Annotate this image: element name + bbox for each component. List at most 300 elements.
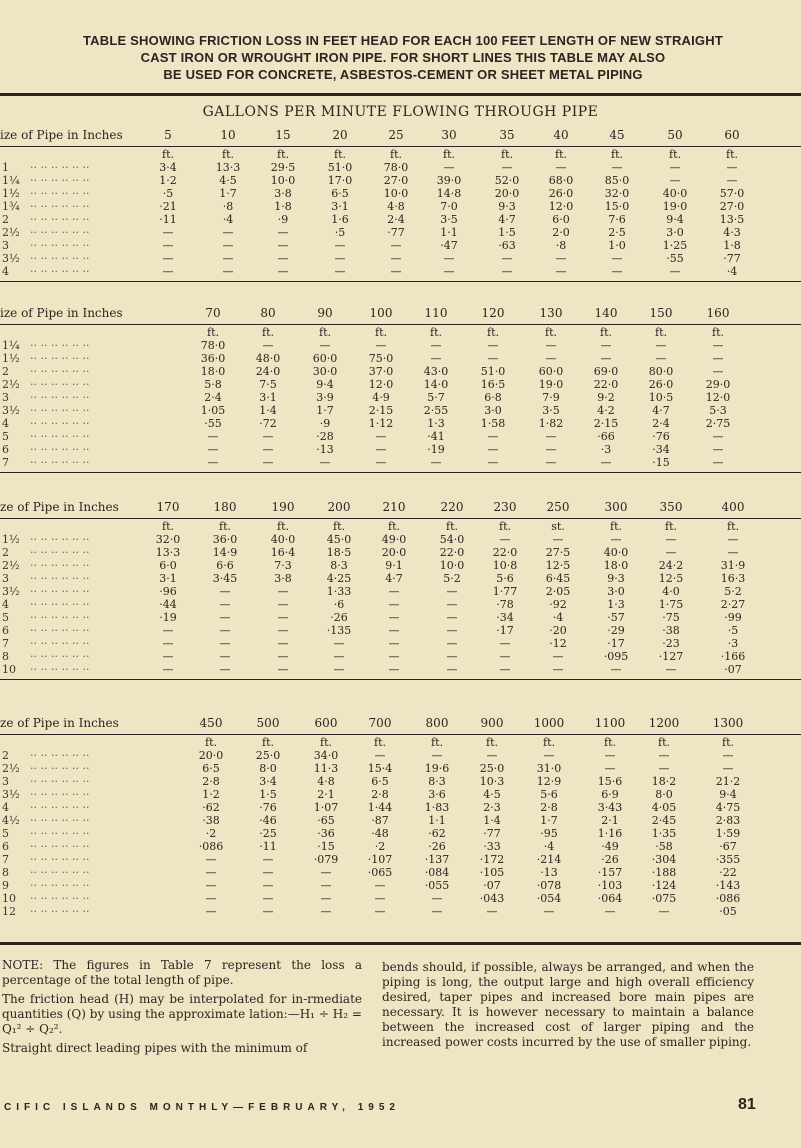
pipe-size: 8 [2, 866, 9, 879]
value-cell: ·137 [424, 853, 450, 866]
value-cell: — [486, 905, 498, 918]
value-cell: 19·0 [662, 200, 688, 213]
value-cell: 20·0 [494, 187, 520, 200]
pipe-size: 1¼ [2, 174, 20, 187]
column-header: 1000 [533, 716, 565, 730]
column-header: 350 [659, 500, 683, 514]
value-cell: 7·0 [440, 200, 458, 213]
leader-dots: ·· ·· ·· ·· ·· ·· [30, 663, 90, 676]
value-cell: 1·59 [715, 827, 741, 840]
unit-cell: ft. [375, 326, 387, 339]
table-row [0, 788, 801, 801]
value-cell: 1·44 [367, 801, 393, 814]
unit-cell: ft. [388, 520, 400, 533]
leader-dots: ·· ·· ·· ·· ·· ·· [30, 391, 90, 404]
value-cell: — [277, 252, 289, 265]
table-row [0, 443, 801, 456]
value-cell: — [374, 892, 386, 905]
value-cell: — [374, 905, 386, 918]
value-cell: — [222, 226, 234, 239]
value-cell: ·26 [428, 840, 446, 853]
value-cell: — [552, 663, 564, 676]
value-cell: — [655, 352, 667, 365]
value-cell: ·064 [597, 892, 623, 905]
title-line-1: TABLE SHOWING FRICTION LOSS IN FEET HEAD FOR EACH 100 FEET LENGTH OF NEW STRAIGHT [83, 33, 723, 48]
value-cell: — [545, 352, 557, 365]
value-cell: — [487, 339, 499, 352]
pipe-size: 1¾ [2, 200, 20, 213]
column-header: 60 [724, 128, 740, 142]
table-row [0, 265, 801, 278]
table-row [0, 905, 801, 918]
value-cell: 34·0 [313, 749, 339, 762]
unit-cell: ft. [277, 148, 289, 161]
column-header: 300 [604, 500, 628, 514]
value-cell: 20·0 [198, 749, 224, 762]
unit-cell: ft. [722, 736, 734, 749]
value-cell: 75·0 [368, 352, 394, 365]
value-cell: 1·83 [424, 801, 450, 814]
value-cell: 1·8 [723, 239, 741, 252]
value-cell: 1·07 [313, 801, 339, 814]
table-row [0, 637, 801, 650]
unit-cell: ft. [486, 736, 498, 749]
leader-dots: ·· ·· ·· ·· ·· ·· [30, 840, 90, 853]
value-cell: — [277, 611, 289, 624]
value-cell: ·3 [600, 443, 612, 456]
table-row [0, 339, 801, 352]
value-cell: — [277, 598, 289, 611]
value-cell: ·2 [205, 827, 217, 840]
value-cell: 4·3 [723, 226, 741, 239]
value-cell: 13·3 [215, 161, 241, 174]
table-title [8, 32, 798, 83]
value-cell: — [655, 339, 667, 352]
unit-cell: ft. [207, 326, 219, 339]
table-row [0, 187, 801, 200]
value-cell: — [319, 456, 331, 469]
unit-cell: ft. [487, 326, 499, 339]
value-cell: 18·5 [326, 546, 352, 559]
value-cell: 10·0 [270, 174, 296, 187]
table-row [0, 585, 801, 598]
value-cell: — [545, 339, 557, 352]
value-cell: 12·9 [536, 775, 562, 788]
value-cell: — [388, 650, 400, 663]
footer: CIFIC ISLANDS MONTHLY—FEBRUARY, 1952 [4, 1102, 400, 1113]
leader-dots: ·· ·· ·· ·· ·· ·· [30, 365, 90, 378]
column-header: 180 [213, 500, 237, 514]
value-cell: 3·5 [542, 404, 560, 417]
value-cell: 12·0 [368, 378, 394, 391]
value-cell: 6·0 [552, 213, 570, 226]
value-cell: — [443, 265, 455, 278]
value-cell: — [600, 339, 612, 352]
value-cell: ·58 [655, 840, 673, 853]
leader-dots: ·· ·· ·· ·· ·· ·· [30, 814, 90, 827]
value-cell: ·143 [715, 879, 741, 892]
value-cell: 30·0 [312, 365, 338, 378]
pipe-size: 8 [2, 650, 9, 663]
value-cell: 27·5 [545, 546, 571, 559]
column-header: 210 [382, 500, 406, 514]
value-cell: 3·0 [666, 226, 684, 239]
value-cell: — [333, 637, 345, 650]
leader-dots: ·· ·· ·· ·· ·· ·· [30, 200, 90, 213]
value-cell: — [604, 762, 616, 775]
leader-dots: ·· ·· ·· ·· ·· ·· [30, 417, 90, 430]
pipe-size: 4½ [2, 814, 20, 827]
pipe-size: 9 [2, 879, 9, 892]
value-cell: — [487, 352, 499, 365]
section-rule [0, 679, 801, 680]
value-cell: — [219, 663, 231, 676]
table-row [0, 161, 801, 174]
value-cell: — [487, 430, 499, 443]
value-cell: — [665, 546, 677, 559]
value-cell: ·67 [719, 840, 737, 853]
leader-dots: ·· ·· ·· ·· ·· ·· [30, 213, 90, 226]
value-cell: ·065 [367, 866, 393, 879]
value-cell: 10·8 [492, 559, 518, 572]
value-cell: — [552, 533, 564, 546]
value-cell: ·29 [607, 624, 625, 637]
value-cell: ·124 [651, 879, 677, 892]
value-cell: 27·0 [719, 200, 745, 213]
value-cell: — [388, 598, 400, 611]
value-cell: ·26 [601, 853, 619, 866]
pipe-size: 3½ [2, 585, 20, 598]
value-cell: 10·0 [383, 187, 409, 200]
value-cell: 1·4 [259, 404, 277, 417]
leader-dots: ·· ·· ·· ·· ·· ·· [30, 265, 90, 278]
value-cell: 3·8 [274, 572, 292, 585]
value-cell: ·054 [536, 892, 562, 905]
pipe-size: 6 [2, 624, 9, 637]
value-cell: — [222, 239, 234, 252]
column-header: 140 [594, 306, 618, 320]
value-cell: — [431, 892, 443, 905]
value-cell: 9·4 [316, 378, 334, 391]
pipe-size: 2 [2, 749, 9, 762]
value-cell: — [219, 637, 231, 650]
value-cell: — [610, 533, 622, 546]
value-cell: — [205, 879, 217, 892]
pipe-size: 2 [2, 546, 9, 559]
value-cell: 1·1 [440, 226, 458, 239]
value-cell: — [388, 624, 400, 637]
value-cell: 36·0 [200, 352, 226, 365]
unit-cell: ft. [604, 736, 616, 749]
value-cell: 57·0 [719, 187, 745, 200]
value-cell: 1·3 [427, 417, 445, 430]
value-cell: ·086 [715, 892, 741, 905]
value-cell: — [162, 239, 174, 252]
value-cell: 4·25 [326, 572, 352, 585]
leader-dots: ·· ·· ·· ·· ·· ·· [30, 905, 90, 918]
value-cell: — [712, 365, 724, 378]
value-cell: — [600, 352, 612, 365]
value-cell: ·34 [496, 611, 514, 624]
value-cell: ·55 [666, 252, 684, 265]
leader-dots: ·· ·· ·· ·· ·· ·· [30, 430, 90, 443]
value-cell: — [499, 663, 511, 676]
leader-dots: ·· ·· ·· ·· ·· ·· [30, 598, 90, 611]
value-cell: ·127 [658, 650, 684, 663]
value-cell: 4·75 [715, 801, 741, 814]
value-cell: — [162, 663, 174, 676]
leader-dots: ·· ·· ·· ·· ·· ·· [30, 585, 90, 598]
value-cell: — [446, 637, 458, 650]
value-cell: — [219, 585, 231, 598]
value-cell: ·166 [720, 650, 746, 663]
column-header: 70 [205, 306, 221, 320]
value-cell: — [658, 749, 670, 762]
value-cell: 4·05 [651, 801, 677, 814]
pipe-size: 2 [2, 365, 9, 378]
value-cell: — [555, 252, 567, 265]
value-cell: ·07 [483, 879, 501, 892]
value-cell: 11·3 [313, 762, 339, 775]
value-cell: 3·1 [331, 200, 349, 213]
value-cell: 8·0 [259, 762, 277, 775]
value-cell: 3·45 [212, 572, 238, 585]
leader-dots: ·· ·· ·· ·· ·· ·· [30, 252, 90, 265]
value-cell: ·38 [202, 814, 220, 827]
value-cell: ·5 [727, 624, 739, 637]
value-cell: 15·0 [604, 200, 630, 213]
value-cell: ·78 [496, 598, 514, 611]
value-cell: ·3 [727, 637, 739, 650]
leader-dots: ·· ·· ·· ·· ·· ·· [30, 443, 90, 456]
value-cell: — [222, 265, 234, 278]
value-cell: ·9 [319, 417, 331, 430]
value-cell: — [443, 252, 455, 265]
value-cell: 4·7 [385, 572, 403, 585]
leader-dots: ·· ·· ·· ·· ·· ·· [30, 650, 90, 663]
unit-cell: ft. [655, 326, 667, 339]
leader-dots: ·· ·· ·· ·· ·· ·· [30, 572, 90, 585]
value-cell: — [712, 456, 724, 469]
value-cell: 1·35 [651, 827, 677, 840]
value-cell: 17·0 [327, 174, 353, 187]
value-cell: 3·43 [597, 801, 623, 814]
value-cell: 1·33 [326, 585, 352, 598]
value-cell: ·17 [496, 624, 514, 637]
value-cell: — [665, 663, 677, 676]
value-cell: 2·45 [651, 814, 677, 827]
unit-cell: ft. [222, 148, 234, 161]
value-cell: 20·0 [381, 546, 407, 559]
unit-cell: ft. [162, 148, 174, 161]
unit-cell: ft. [334, 148, 346, 161]
pipe-size: 7 [2, 637, 9, 650]
value-cell: — [545, 443, 557, 456]
value-cell: ·15 [317, 840, 335, 853]
value-cell: 13·3 [155, 546, 181, 559]
value-cell: 3·6 [428, 788, 446, 801]
value-cell: 9·1 [385, 559, 403, 572]
value-cell: — [658, 905, 670, 918]
leader-dots: ·· ·· ·· ·· ·· ·· [30, 378, 90, 391]
value-cell: — [262, 456, 274, 469]
unit-cell: ft. [390, 148, 402, 161]
value-cell: — [390, 265, 402, 278]
table-row [0, 762, 801, 775]
table-row [0, 430, 801, 443]
unit-cell: ft. [501, 148, 513, 161]
value-cell: — [320, 866, 332, 879]
value-cell: ·103 [597, 879, 623, 892]
unit-cell: ft. [443, 148, 455, 161]
value-cell: — [604, 749, 616, 762]
value-cell: 2·4 [652, 417, 670, 430]
value-cell: ·87 [371, 814, 389, 827]
header-rule [0, 734, 801, 735]
value-cell: 8·3 [330, 559, 348, 572]
unit-cell: ft. [665, 520, 677, 533]
note-paragraph-2: The friction head (H) may be interpolated for in-rmediate quantities (Q) by using the approximate lation:—H₁ ÷ H₂ = Q₁² ÷ Q₂². [2, 992, 362, 1036]
pipe-size: 3 [2, 391, 9, 404]
value-cell: — [722, 762, 734, 775]
value-cell: ·49 [601, 840, 619, 853]
value-cell: 5·6 [540, 788, 558, 801]
value-cell: 1·7 [316, 404, 334, 417]
value-cell: 2·8 [540, 801, 558, 814]
value-cell: — [712, 339, 724, 352]
leader-dots: ·· ·· ·· ·· ·· ·· [30, 775, 90, 788]
column-header: 250 [546, 500, 570, 514]
value-cell: — [333, 663, 345, 676]
value-cell: — [207, 443, 219, 456]
value-cell: 18·0 [603, 559, 629, 572]
value-cell: 2·83 [715, 814, 741, 827]
value-cell: ·55 [204, 417, 222, 430]
column-header: 170 [156, 500, 180, 514]
unit-cell: ft. [430, 326, 442, 339]
value-cell: — [205, 892, 217, 905]
value-cell: 40·0 [662, 187, 688, 200]
column-header: 900 [480, 716, 504, 730]
value-cell: — [487, 456, 499, 469]
value-cell: 2·27 [720, 598, 746, 611]
value-cell: — [319, 339, 331, 352]
value-cell: ·2 [374, 840, 386, 853]
value-cell: — [262, 853, 274, 866]
table-row [0, 650, 801, 663]
value-cell: — [430, 352, 442, 365]
value-cell: — [611, 265, 623, 278]
value-cell: ·07 [724, 663, 742, 676]
column-header: 25 [388, 128, 404, 142]
column-header: 160 [706, 306, 730, 320]
pipe-size: 6 [2, 443, 9, 456]
value-cell: 52·0 [494, 174, 520, 187]
value-cell: 7·3 [274, 559, 292, 572]
value-cell: 10·3 [479, 775, 505, 788]
value-cell: ·22 [719, 866, 737, 879]
value-cell: 15·6 [597, 775, 623, 788]
unit-cell: ft. [658, 736, 670, 749]
value-cell: — [162, 624, 174, 637]
value-cell: 8·0 [655, 788, 673, 801]
value-cell: — [604, 905, 616, 918]
table-row [0, 546, 801, 559]
unit-cell: ft. [162, 520, 174, 533]
unit-cell: ft. [669, 148, 681, 161]
value-cell: 45·0 [326, 533, 352, 546]
value-cell: ·99 [724, 611, 742, 624]
value-cell: 5·3 [709, 404, 727, 417]
note-paragraph-1: NOTE: The figures in Table 7 represent the loss a percentage of the total length of pipe. [2, 958, 362, 987]
value-cell: 6·9 [601, 788, 619, 801]
value-cell: 9·4 [666, 213, 684, 226]
value-cell: — [669, 265, 681, 278]
value-cell: — [277, 624, 289, 637]
column-header: 30 [441, 128, 457, 142]
pipe-size: 3 [2, 239, 9, 252]
value-cell: 60·0 [312, 352, 338, 365]
value-cell: ·13 [316, 443, 334, 456]
value-cell: 3·4 [159, 161, 177, 174]
value-cell: 26·0 [548, 187, 574, 200]
value-cell: — [611, 252, 623, 265]
section-header [0, 124, 801, 146]
value-cell: 4·2 [597, 404, 615, 417]
value-cell: ·4 [726, 265, 738, 278]
value-cell: 78·0 [200, 339, 226, 352]
value-cell: ·355 [715, 853, 741, 866]
column-header: 15 [275, 128, 291, 142]
value-cell: 4·0 [662, 585, 680, 598]
value-cell: — [262, 905, 274, 918]
value-cell: 1·6 [331, 213, 349, 226]
value-cell: — [277, 650, 289, 663]
value-cell: — [222, 252, 234, 265]
table-row [0, 572, 801, 585]
value-cell: 9·2 [597, 391, 615, 404]
value-cell: 6·5 [371, 775, 389, 788]
table-row [0, 749, 801, 762]
value-cell: ·11 [159, 213, 177, 226]
unit-cell: ft. [319, 326, 331, 339]
value-cell: ·107 [367, 853, 393, 866]
value-cell: 29·5 [270, 161, 296, 174]
value-cell: 60·0 [538, 365, 564, 378]
value-cell: 13·5 [719, 213, 745, 226]
pipe-size: 3½ [2, 788, 20, 801]
column-header: 190 [271, 500, 295, 514]
column-header: 450 [199, 716, 223, 730]
table-row [0, 226, 801, 239]
value-cell: 31·0 [536, 762, 562, 775]
value-cell: ·043 [479, 892, 505, 905]
value-cell: — [277, 239, 289, 252]
value-cell: 21·2 [715, 775, 741, 788]
value-cell: 16·4 [270, 546, 296, 559]
leader-dots: ·· ·· ·· ·· ·· ·· [30, 624, 90, 637]
leader-dots: ·· ·· ·· ·· ·· ·· [30, 866, 90, 879]
value-cell: ·44 [159, 598, 177, 611]
value-cell: 51·0 [327, 161, 353, 174]
value-cell: — [727, 533, 739, 546]
unit-cell: ft. [555, 148, 567, 161]
value-cell: 14·0 [423, 378, 449, 391]
value-cell: 16·5 [480, 378, 506, 391]
pipe-size: 7 [2, 853, 9, 866]
value-cell: — [499, 650, 511, 663]
value-cell: — [374, 879, 386, 892]
